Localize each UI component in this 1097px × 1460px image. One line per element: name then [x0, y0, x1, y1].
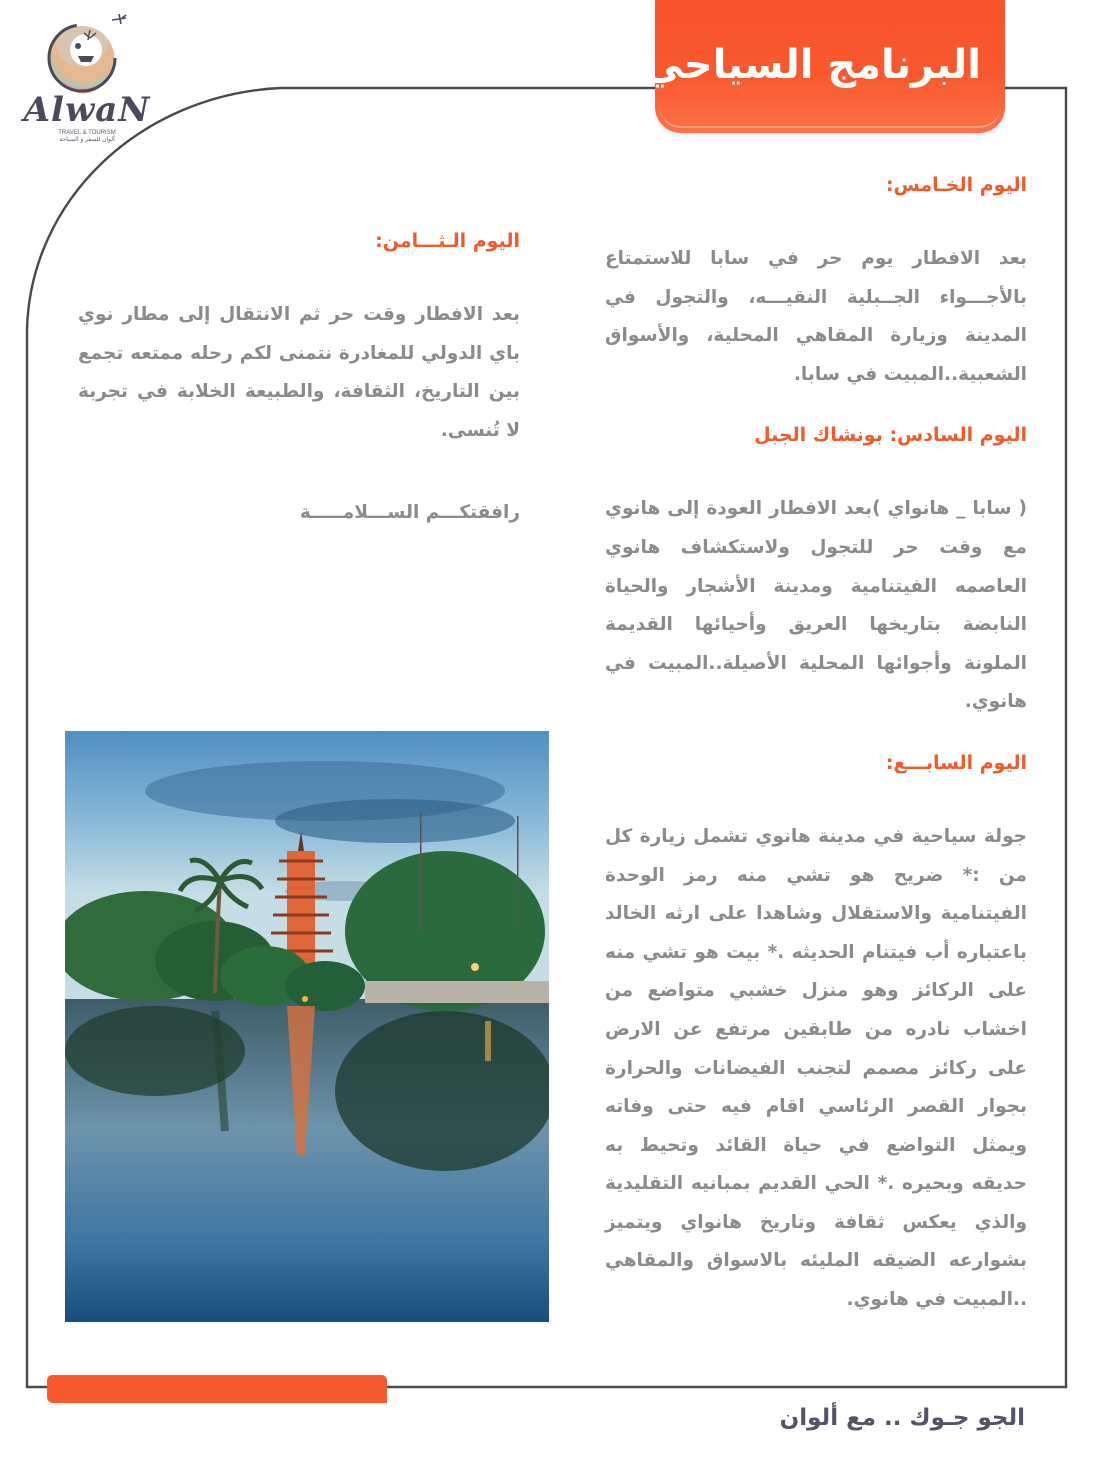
day-5-section	[605, 170, 1027, 394]
day-6-body: ( سابا _ هانواي )بعد الافطار العودة إلى هانوي مع وقت حر للتجول ولاستكشاف هانوي العاصمه الفيتنامية ومدينة الأشجار والحياة النابضة بتاريخها العريق وأحيائها القديمة الملونة وأجوائها المحلية الأصيلة..المبيت في هانوي.	[605, 498, 1027, 713]
day-6-heading: اليوم السادس: بونشاك الجبل	[754, 424, 1027, 447]
day-6-section	[605, 420, 1027, 722]
farewell-text: رافقتكـــم الســـلامـــــة	[299, 502, 520, 524]
day-8-heading: اليوم الـثـــامن:	[375, 230, 520, 252]
footer-slogan: الجو جـوك .. مع ألوان	[779, 1405, 1025, 1431]
pagoda-landscape-image	[65, 731, 549, 1322]
title-banner	[643, 0, 1005, 133]
logo-tagline-en: TRAVEL & TOURISM	[58, 130, 116, 136]
itinerary-right-column	[605, 170, 1027, 1320]
logo-crescent-icon	[22, 12, 152, 102]
day-8-body: بعد الافطار وقت حر ثم الانتقال إلى مطار نوي باي الدولي للمغادرة نتمنى لكم رحله ممتعه تجمع بين التاريخ، الثقافة، والطبيعة الخلابة في تجربة لا تُنسى.	[78, 304, 520, 441]
day-5-body: بعد الافطار يوم حر في سابا للاستمتاع بالأجـــواء الجــبلية النقيـــه، والتجول في المدينة وزيارة المقاهي المحلية، والأسواق الشعبية..المبيت في سابا.	[605, 248, 1027, 385]
pagoda-photo	[65, 731, 549, 1322]
day-7-section	[605, 748, 1027, 1320]
day-5-heading: اليوم الخـامس:	[885, 174, 1027, 196]
day-7-heading: اليوم السابـــع:	[885, 751, 1027, 774]
logo-tagline-ar: ألوان للسفر و السياحة	[59, 137, 115, 143]
logo-tagline	[22, 130, 152, 144]
brand-logo	[22, 12, 152, 147]
day-8-section	[78, 226, 520, 528]
logo-wordmark: AlwaN	[23, 90, 151, 130]
footer-accent-bar	[47, 1375, 387, 1403]
day-7-body: جولة سياحية في مدينة هانوي تشمل زيارة كل من :* ضريح هو تشي منه رمز الوحدة الفيتنامية والاستقلال وشاهدا على ارثه الخالد باعتباره أب فيتنام الحديثه .* بيت هو تشي منه على الركائز وهو منزل خشبي متواضع من اخشاب نادره من طابقين مرتفع عن الارض على ركائز مصمم لتجنب الفيضانات والحرارة بجوار القصر الرئاسي اقام فيه حتى وفاته ويمثل التواضع في حياة القائد وتحيط به حديقه وبحيره .* الحي القديم بمبانيه التقليدية والذي يعكس ثقافة وتاريخ هانواي ويتميز بشوارعه الضيقه المليئه بالاسواق والمقاهي ..المبيت في هانوي.	[605, 825, 1027, 1311]
itinerary-left-column	[78, 226, 520, 528]
page-title: البرنامج السياحي	[643, 42, 981, 88]
